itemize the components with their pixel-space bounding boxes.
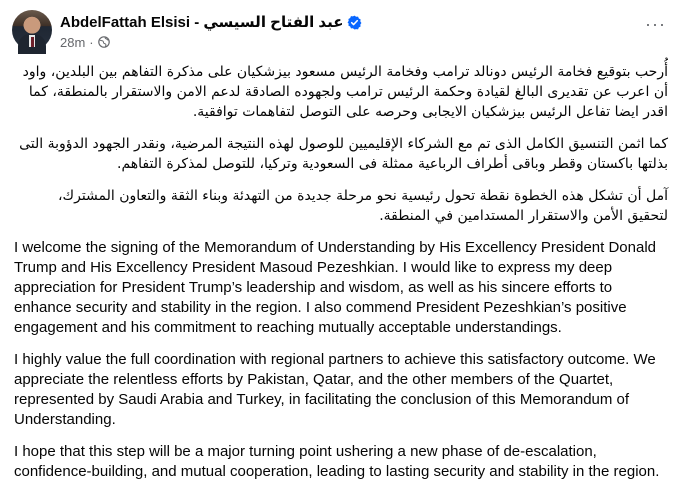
author-name[interactable]: AbdelFattah Elsisi - عبد الفتاح السيسي xyxy=(60,14,344,31)
post-header xyxy=(12,10,672,54)
post-paragraph-ar-1: أُرحب بتوقيع فخامة الرئيس دونالد ترامب وفخامة الرئيس مسعود بيزشكيان على مذكرة التفاهم بين البلدين، واود أن اعرب عن تقديرى البالغ لقيادة وحكمة الرئيس ترامب ولجهوده الصادقة لدعم الامن والاستقرار بالمنطقة، كما اقدر ايضا تفاعل الرئيس بيزشكيان الايجابى وحرصه على التوصل لتفاهمات توافقية. xyxy=(22,64,668,120)
author-avatar[interactable] xyxy=(12,10,52,50)
post-paragraph-en-3: I hope that this step will be a major turning point ushering a new phase of de-escalation, confidence-building, and mutual cooperation, leading to lasting security and stability in the region. xyxy=(14,443,660,480)
post-timestamp[interactable]: 28m xyxy=(60,34,86,50)
post-paragraph-en-1: I welcome the signing of the Memorandum of Understanding by His Excellency President Donald Trump and His Excellency President Masoud Pezeshkian. I would like to express my deep appreciation for President Trump’s leadership and wisdom, as well as his sincere efforts to enhance security and stability in the region. I also commend President Pezeshkian’s positive engagement and his commitment to reaching mutually acceptable understandings. xyxy=(14,239,656,336)
meta-separator: · xyxy=(89,34,94,50)
post-paragraph-ar-2: كما اثمن التنسيق الكامل الذى تم مع الشركاء الإقليميين للوصول لهذه النتيجة المرضية، ونقدر الجهود الدؤوبة التى بذلتها باكستان وقطر وباقى أطراف الرباعية ممثلة فى السعودية وتركيا، للتوصل لمذكرة التفاهم. xyxy=(19,136,668,172)
post-body xyxy=(14,62,668,494)
post-meta xyxy=(60,34,110,50)
verified-badge-icon xyxy=(347,15,362,30)
author-row xyxy=(60,12,362,32)
globe-icon[interactable] xyxy=(98,36,110,48)
post-paragraph-ar-3: آمل أن تشكل هذه الخطوة نقطة تحول رئيسية نحو مرحلة جديدة من التهدئة وبناء الثقة والتعاون المشترك، لتحقيق الأمن والاستقرار المستدامين في المنطقة. xyxy=(58,188,668,224)
more-options-icon[interactable]: ··· xyxy=(645,14,666,34)
post-paragraph-en-2: I highly value the full coordination with regional partners to achieve this satisfactory outcome. We appreciate the relentless efforts by Pakistan, Qatar, and the other members of the Quartet, represented by Saudi Arabia and Turkey, in facilitating the conclusion of this Memorandum of Understanding. xyxy=(14,351,656,428)
